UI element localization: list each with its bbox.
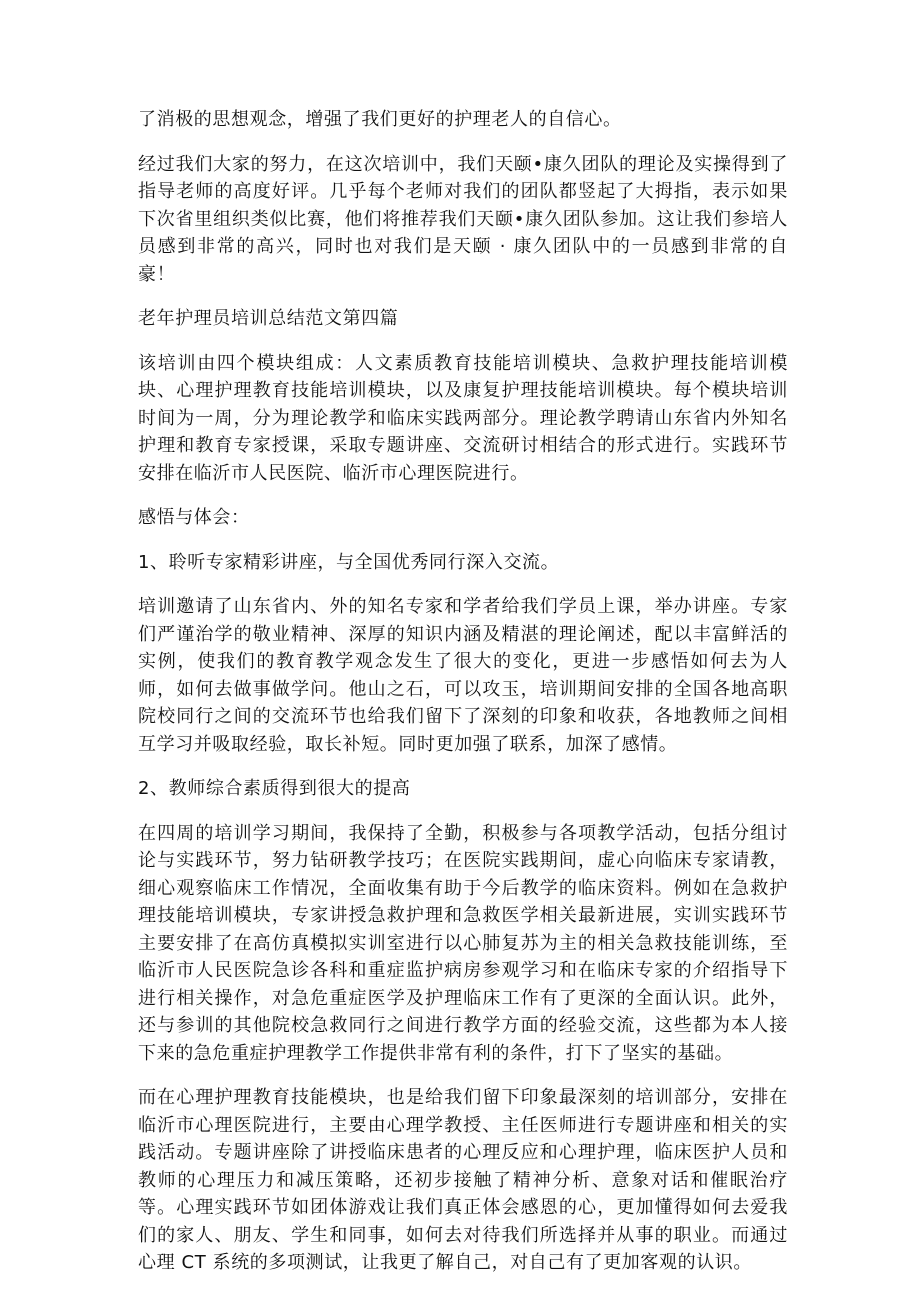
paragraph-expert-lectures: 培训邀请了山东省内、外的知名专家和学者给我们学员上课，举办讲座。专家们严谨治学的敬业精神、深厚的知识内涵及精湛的理论阐述，配以丰富鲜活的实例，使我们的教育教学观念发生了很大的变化，更进一步感悟如何去为人师，如何去做事做学问。他山之石，可以攻玉，培训期间安排的全国各地高职院校同行之间的交流环节也给我们留下了深刻的印象和收获，各地教师之间相互学习并吸取经验，取长补短。同时更加强了联系，加深了感情。: [138, 596, 788, 755]
heading-reflections: 感悟与体会：: [138, 507, 250, 528]
paragraph-psychology-module: 而在心理护理教育技能模块，也是给我们留下印象最深刻的培训部分，安排在临沂市心理医院进行，主要由心理学教授、主任医师进行专题讲座和相关的实践活动。专题讲座除了讲授临床患者的心理反应和心理护理，临床医护人员和教师的心理压力和减压策略，还初步接触了精神分析、意象对话和催眠治疗等。心理实践环节如团体游戏让我们真正体会感恩的心，更加懂得如何去爱我们的家人、朋友、学生和同事，如何去对待我们所选择并从事的职业。而通过心理 CT 系统的多项测试，让我更了解自己，对自己有了更加客观的认识。: [138, 1087, 788, 1273]
section-title-part-four: 老年护理员培训总结范文第四篇: [138, 308, 399, 329]
paragraph-team-praise: 经过我们大家的努力，在这次培训中，我们天颐•康久团队的理论及实操得到了指导老师的高度好评。几乎每个老师对我们的团队都竖起了大拇指，表示如果下次省里组织类似比赛，他们将推荐我们天颐•康久团队参加。这让我们参培人员感到非常的高兴，同时也对我们是天颐 · 康久团队中的一员感到非常的自豪！: [138, 153, 788, 285]
document-body: [138, 106, 788, 1294]
paragraph-four-week-training: 在四周的培训学习期间，我保持了全勤，积极参与各项教学活动，包括分组讨论与实践环节，努力钻研教学技巧；在医院实践期间，虚心向临床专家请教，细心观察临床工作情况，全面收集有助于今后教学的临床资料。例如在急救护理技能培训模块，专家讲授急救护理和急救医学相关最新进展，实训实践环节主要安排了在高仿真模拟实训室进行以心肺复苏为主的相关急救技能训练，至临沂市人民医院急诊各科和重症监护病房参观学习和在临床专家的介绍指导下进行相关操作，对急危重症医学及护理临床工作有了更深的全面认识。此外，还与参训的其他院校急救同行之间进行教学方面的经验交流，这些都为本人接下来的急危重症护理教学工作提供非常有利的条件，打下了坚实的基础。: [138, 822, 788, 1064]
paragraph-confidence: 了消极的思想观念，增强了我们更好的护理老人的自信心。: [138, 109, 622, 130]
heading-point-one: 1、聆听专家精彩讲座，与全国优秀同行深入交流。: [138, 551, 560, 573]
heading-point-two: 2、教师综合素质得到很大的提高: [138, 778, 411, 799]
paragraph-training-modules: 该培训由四个模块组成：人文素质教育技能培训模块、急救护理技能培训模块、心理护理教育技能培训模块，以及康复护理技能培训模块。每个模块培训时间为一周，分为理论教学和临床实践两部分。理论教学聘请山东省内外知名护理和教育专家授课，采取专题讲座、交流研讨相结合的形式进行。实践环节安排在临沂市人民医院、临沂市心理医院进行。: [138, 352, 788, 484]
